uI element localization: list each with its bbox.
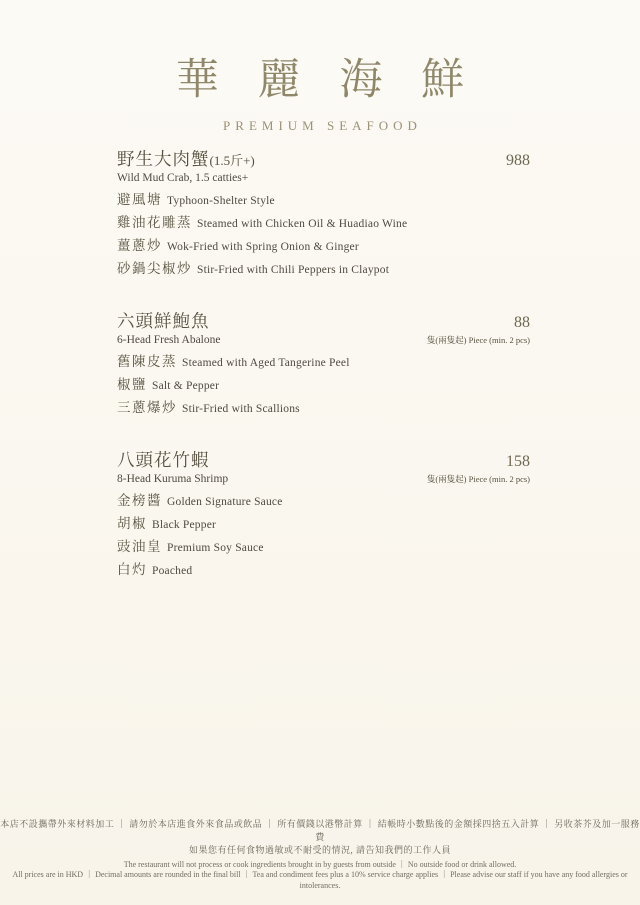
option-en: Typhoon-Shelter Style <box>167 195 275 207</box>
footer-disclaimer-en-2: All prices are in HKD ｜ Decimal amounts are rounded in the final bill ｜ Tea and condiment fees plus a 10% service charge applies ｜ Please advise our staff if you have any food allergies or intolerances. <box>12 870 628 890</box>
option-en: Salt & Pepper <box>152 380 220 392</box>
option-en: Premium Soy Sauce <box>167 542 264 554</box>
footer-disclaimer-zh-1: 本店不設攜帶外來材料加工 ｜ 請勿於本店進食外來食品或飲品 ｜ 所有價錢以港幣計算 ｜ 結帳時小數點後的金額採四捨五入計算 ｜ 另收茶芥及加一服務費 <box>0 818 640 842</box>
option-row <box>117 260 530 279</box>
dish-name <box>117 447 210 472</box>
option-zh: 金榜醬 <box>117 493 162 508</box>
option-row <box>117 237 530 256</box>
option-zh: 胡椒 <box>117 516 147 531</box>
option-en: Golden Signature Sauce <box>167 496 283 508</box>
menu-footer <box>0 818 640 892</box>
option-zh: 避風塘 <box>117 192 162 207</box>
option-zh: 三蔥爆炒 <box>117 400 177 415</box>
dish-header <box>117 146 530 171</box>
option-row <box>117 376 530 395</box>
dish-name <box>117 146 255 171</box>
option-row <box>117 515 530 534</box>
menu-header <box>0 0 640 134</box>
dish-price: 988 <box>506 152 530 169</box>
option-zh: 砂鍋尖椒炒 <box>117 261 192 276</box>
menu-section-kuruma-shrimp <box>117 447 530 580</box>
dish-name-en: Wild Mud Crab, 1.5 catties+ <box>117 172 249 184</box>
dish-subtitle-row <box>117 473 530 485</box>
option-en: Wok-Fried with Spring Onion & Ginger <box>167 241 359 253</box>
option-row <box>117 214 530 233</box>
dish-price: 88 <box>514 314 530 331</box>
dish-name-en: 8-Head Kuruma Shrimp <box>117 473 229 485</box>
dish-name-zh: 野生大肉蟹 <box>117 149 210 169</box>
option-row <box>117 191 530 210</box>
dish-name <box>117 308 210 333</box>
option-row <box>117 492 530 511</box>
option-row <box>117 561 530 580</box>
menu-section-fresh-abalone <box>117 308 530 418</box>
option-en: Stir-Fried with Chili Peppers in Claypot <box>197 264 390 276</box>
option-en: Poached <box>152 565 193 577</box>
option-row <box>117 353 530 372</box>
option-en: Steamed with Chicken Oil & Huadiao Wine <box>197 218 408 230</box>
footer-disclaimer-zh-2: 如果您有任何食物過敏或不耐受的情況, 請告知我們的工作人員 <box>188 844 451 855</box>
option-en: Black Pepper <box>152 519 217 531</box>
dish-unit-note: 隻(兩隻起) Piece (min. 2 pcs) <box>426 474 530 484</box>
dish-unit-note: 隻(兩隻起) Piece (min. 2 pcs) <box>426 335 530 345</box>
dish-price: 158 <box>506 453 530 470</box>
dish-header <box>117 308 530 333</box>
menu-content <box>117 146 530 609</box>
menu-section-wild-mud-crab <box>117 146 530 279</box>
dish-header <box>117 447 530 472</box>
dish-subtitle-row <box>117 172 530 184</box>
dish-name-zh: 六頭鮮鮑魚 <box>117 311 210 331</box>
option-en: Steamed with Aged Tangerine Peel <box>182 357 350 369</box>
dish-options <box>117 492 530 580</box>
option-zh: 白灼 <box>117 562 147 577</box>
option-zh: 椒鹽 <box>117 377 147 392</box>
option-zh: 豉油皇 <box>117 539 162 554</box>
dish-options <box>117 353 530 418</box>
option-zh: 雞油花雕蒸 <box>117 215 192 230</box>
dish-name-en: 6-Head Fresh Abalone <box>117 334 221 346</box>
dish-name-note: (1.5斤+) <box>209 153 255 168</box>
restaurant-name-en: PREMIUM SEAFOOD <box>223 118 422 133</box>
option-zh: 薑蔥炒 <box>117 238 162 253</box>
option-zh: 舊陳皮蒸 <box>117 354 177 369</box>
footer-disclaimer-en-1: The restaurant will not process or cook ingredients brought in by guests from outside ｜ No outside food or drink allowed. <box>123 859 517 869</box>
dish-name-zh: 八頭花竹蝦 <box>117 450 210 470</box>
dish-options <box>117 191 530 279</box>
option-row <box>117 538 530 557</box>
restaurant-name-zh: 華 麗 海 鮮 <box>175 57 479 104</box>
dish-subtitle-row <box>117 334 530 346</box>
option-en: Stir-Fried with Scallions <box>182 403 300 415</box>
option-row <box>117 399 530 418</box>
